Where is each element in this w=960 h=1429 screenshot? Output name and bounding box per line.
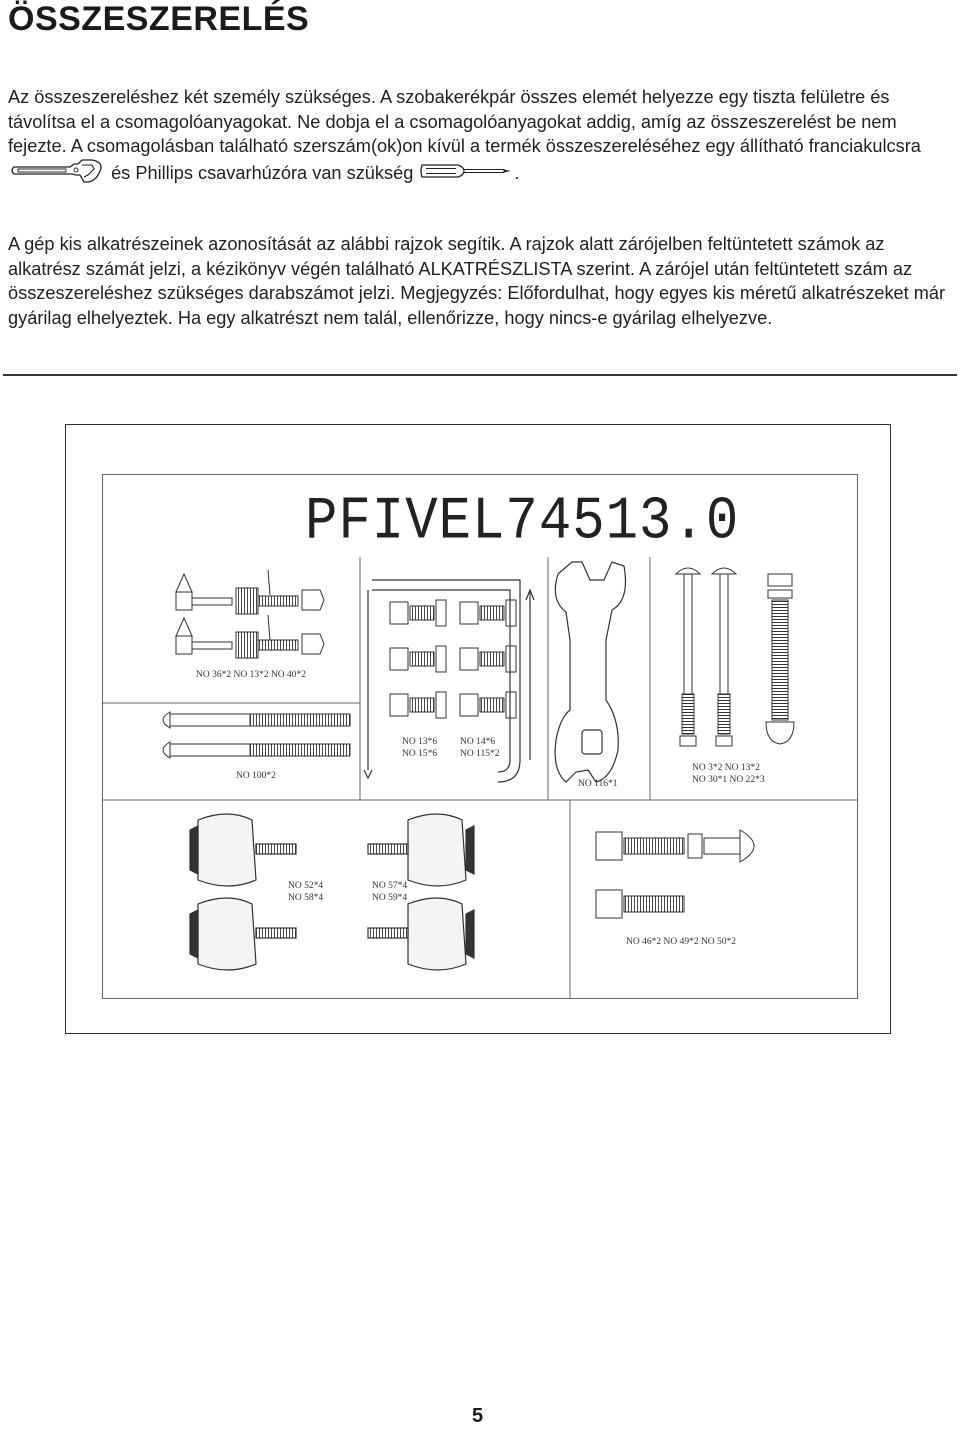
model-code: PFIVEL74513.0 [305, 488, 740, 557]
page-number: 5 [472, 1405, 484, 1427]
label-axle-b: NO 30*1 NO 22*3 [692, 775, 765, 785]
label-knob-b: NO 58*4 [288, 893, 324, 903]
knobs-group [190, 814, 474, 970]
label-bolts-top: NO 36*2 NO 13*2 NO 40*2 [196, 670, 307, 680]
label-nuts-a: NO 13*6 [402, 737, 438, 747]
flat-spanner [555, 562, 625, 782]
page-title: ÖSSZESZERELÉS [8, 0, 310, 38]
label-wrench: NO 116*1 [578, 779, 618, 789]
label-knob-a: NO 52*4 [288, 881, 324, 891]
bolts-top-group [176, 570, 324, 658]
label-knob-c: NO 57*4 [372, 881, 408, 891]
label-bolt-set: NO 46*2 NO 49*2 NO 50*2 [626, 937, 737, 947]
label-bolt-long: NO 100*2 [236, 771, 276, 781]
label-nuts-b: NO 15*6 [402, 749, 438, 759]
label-axle-a: NO 3*2 NO 13*2 [692, 763, 760, 773]
intro-text: Az összeszereléshez két személy szükséges. A szobakerékpár összes elemét helyezze egy tiszta felületre és távolítsa el a csomagolóanyagokat. Ne dobja el a csomagolóanyagokat addig, amíg az összeszerelést be nem fejezte. A csomagolásban található szerszám(ok)on kívül a termék összeszereléséhez egy állítható [8, 87, 897, 157]
label-nuts-c: NO 14*6 [460, 737, 496, 747]
identification-paragraph: A gép kis alkatrészeinek azonosítását az alábbi rajzok segítik. A rajzok alatt zárójelben feltüntetett számok az alkatrész számát jelzi, a kézikönyv végén található ALKATRÉSZLISTA szerint. A zárójel után feltüntetett szám az összeszereléshez szükséges darabszámot jelzi. Megjegyzés: Előfordulhat, hogy egyes kis méretű alkatrészeket már gyárilag elhelyeztek. Ha egy alkatrészt nem talál, ellenőrizze, hogy nincs-e gyárilag elhelyezve. [8, 234, 946, 328]
long-bolts-group [163, 712, 350, 758]
axle-bolts [676, 568, 794, 746]
label-knob-d: NO 59*4 [372, 893, 408, 903]
screwdriver-prefix: és Phillips csavarhúzóra van szükség [111, 162, 414, 183]
label-nuts-d: NO 115*2 [460, 749, 500, 759]
bolt-set-group [596, 830, 754, 918]
wrench-prefix: franciakulcsra [808, 136, 921, 157]
intro-end: . [514, 162, 520, 183]
nut-bolt-pairs [390, 600, 516, 718]
